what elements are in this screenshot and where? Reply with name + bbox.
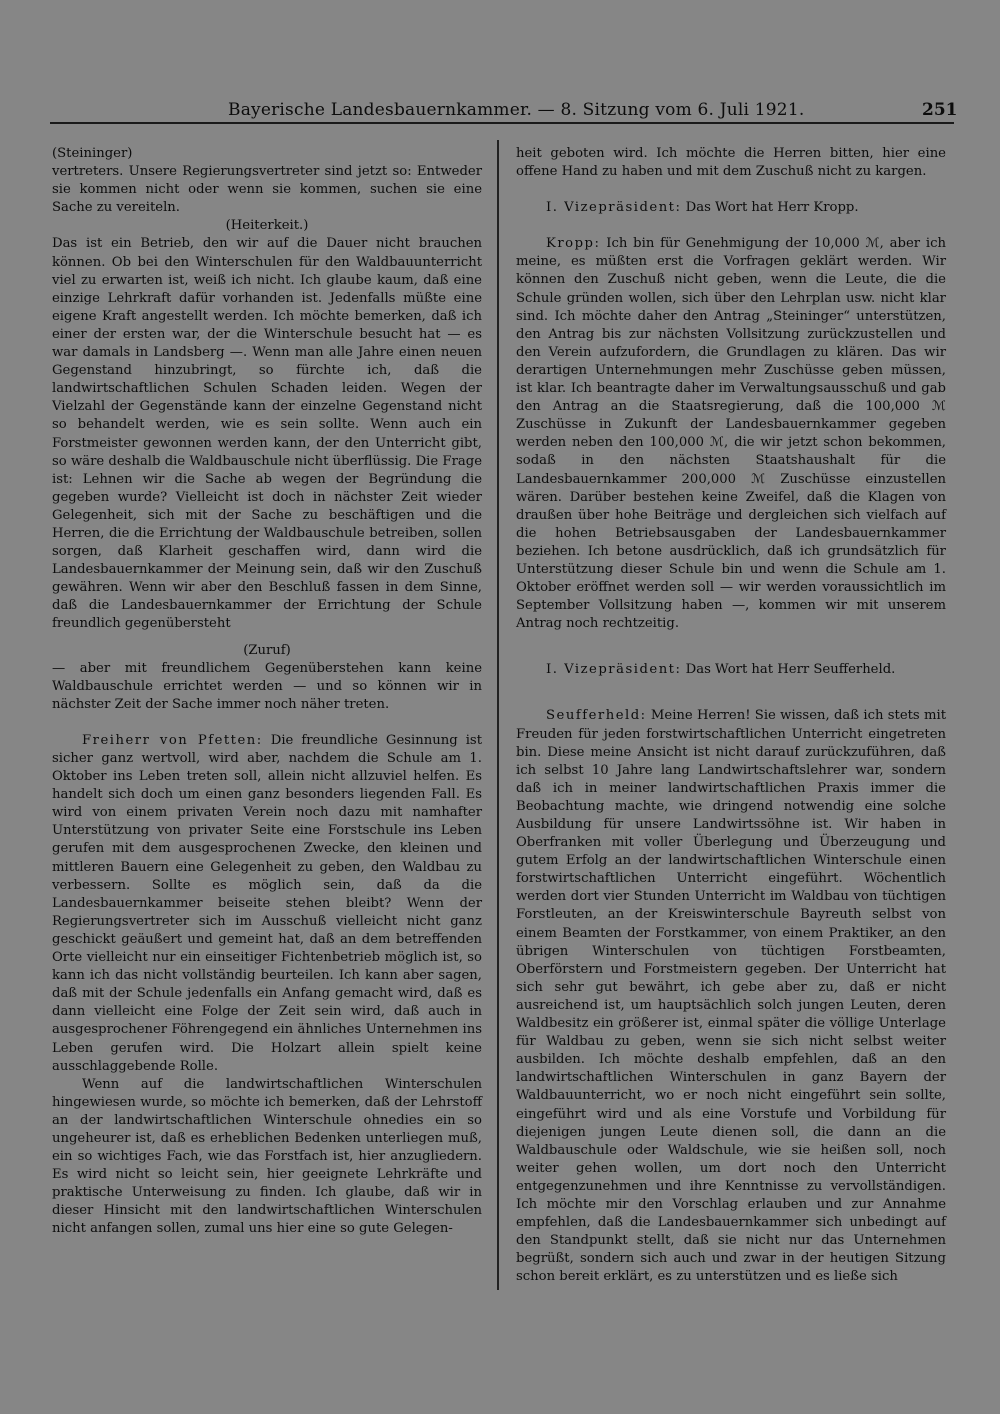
paragraph: Wenn auf die landwirtschaftlichen Winterschulen hingewiesen wurde, so möchte ich bemerken, daß der Lehrstoff an der landwirtschaftlichen Winterschule ohnedies ein so ungeheurer ist, daß es erheblichen Bedenken unterliegen muß, ein so wichtiges Fach, wie das Forstfach ist, hier anzugliedern. Es wird nicht so leicht sein, hier geeignete Lehrkräfte und praktische Unterweisung zu finden. Ich glaube, daß wir in dieser Hinsicht mit den landwirtschaftlichen Winterschulen nicht anfangen sollen, zumal uns hier eine so gute Gelegen- — [52, 1076, 482, 1237]
spacer — [52, 714, 482, 732]
paragraph: heit geboten wird. Ich möchte die Herren bitten, hier eine offene Hand zu haben und mit dem Zuschuß nicht zu kargen. — [516, 146, 946, 180]
paragraph-text: Das Wort hat Herr Seufferheld. — [685, 662, 896, 678]
paragraph-text: Ich bin für Genehmigung der 10,000 ℳ, aber ich meine, es müßten erst die Vorfragen geklärt werden. Wir können den Zuschuß nicht geben, wenn die Leute, die die Schule gründen wollen, sich über den Lehrplan usw. nicht klar sind. Ich möchte daher den Antrag „Steininger“ unterstützen, den Antrag bis zur nächsten Vollsitzung zurückzustellen und den Verein aufzufordern, die Grundlagen zu klären. Das wir derartigen Unternehmungen mehr Zuschüsse geben müssen, ist klar. Ich beantragte daher im Verwaltungsausschuß und gab den Antrag an die Staatsregierung, daß die 100,000 ℳ Zuschüsse in Zukunft der Landesbauernkammer gegeben werden neben den 100,000 ℳ, die wir jetzt schon bekommen, sodaß in den nächsten Staatshaushalt für die Landesbauernkammer 200,000 ℳ Zuschüsse einzustellen wären. Darüber bestehen keine Zweifel, daß die Klagen von draußen über hohe Beiträge und dergleichen sich vielfach auf die hohen Betriebsausgaben der Landesbauernkammer beziehen. Ich betone ausdrücklich, daß ich grundsätzlich für Unterstützung dieser Schule bin und wenn die Schule am 1. Oktober eröffnet werden soll — wir werden voraussichtlich im September Vollsitzung haben —, kommen wir mit unserem Antrag noch rechtzeitig. — [516, 236, 946, 632]
speaker-name: Seufferheld: — [546, 708, 647, 724]
paragraph — [516, 707, 946, 1286]
left-column — [52, 145, 482, 1239]
right-column — [516, 145, 946, 1286]
page-header — [0, 94, 1000, 124]
spacer — [516, 217, 946, 235]
paragraph: vertreters. Unsere Regierungsvertreter sind jetzt so: Entweder sie kommen nicht oder wenn sie kommen, suchen sie eine Sache zu vereiteln. — [52, 164, 482, 216]
column-divider — [497, 140, 499, 1290]
interjection: (Heiterkeit.) — [225, 218, 309, 234]
paragraph — [52, 732, 482, 1076]
paragraph-text: Die freundliche Gesinnung ist sicher ganz wertvoll, wird aber, nachdem die Schule am 1. Oktober ins Leben treten soll, allein nicht allzuviel helfen. Es handelt sich doch um einen ganz besonders liegenden Fall. Es wird von einem privaten Verein noch dazu mit namhafter Unterstützung von privater Seite eine Forstschule ins Leben gerufen mit dem ausgesprochenen Zwecke, den kleinen und mittleren Bauern eine Gelegenheit zu geben, den Waldbau zu verbessern. Sollte es möglich sein, daß da die Landesbauernkammer beiseite stehen bleibt? Wenn der Regierungsvertreter sich im Ausschuß vielleicht nicht ganz geschickt geäußert und gemeint hat, daß an dem betreffenden Orte vielleicht nur ein einseitiger Fichtenbetrieb möglich ist, so kann ich das nicht vollständig beurteilen. Ich kann aber sagen, daß mit der Schule jedenfalls ein Anfang gemacht wird, daß es dann vielleicht eine Folge der Zeit sein wird, daß auch in ausgesprochener Föhrengegend ein ähnliches Unternehmen ins Leben gerufen wird. Die Holzart allein spielt keine ausschlaggebende Rolle. — [52, 732, 482, 1074]
page-number: 251 — [922, 100, 958, 120]
header-rule — [50, 122, 954, 124]
paragraph: Das ist ein Betrieb, den wir auf die Dauer nicht brauchen können. Ob bei den Winterschulen für den Waldbauunterricht viel zu erwarten ist, weiß ich nicht. Ich glaube kaum, daß eine einzige Lehrkraft dafür vorhanden ist. Jedenfalls müßte eine eigene Kraft angestellt werden. Ich möchte bemerken, daß ich einer der ersten war, der die Winterschule besucht hat — es war damals in Landsberg —. Wenn man alle Jahre einen neuen Gegenstand hinzubringt, so fürchte ich, daß die landwirtschaftlichen Schulen Schaden leiden. Wegen der Vielzahl der Gegenstände kann der einzelne Gegenstand nicht so behandelt werden, wie es sein sollte. Wenn auch ein Forstmeister gewonnen werden kann, der den Unterricht gibt, so wäre deshalb die Waldbauschule nicht überflüssig. Die Frage ist: Lehnen wir die Sache ab wegen der Begründung die gegeben wurde? Vielleicht ist doch in nächster Zeit wieder Gelegenheit, sich mit der Sache zu beschäftigen und die Herren, die die Errichtung der Waldbauschule betreiben, sollen sorgen, daß Klarheit geschaffen wird, dann wird die Landesbauernkammer der Meinung sein, daß wir den Zuschuß gewähren. Wenn wir aber den Beschluß fassen in dem Sinne, daß die Landesbauernkammer der Errichtung der Schule freundlich gegenübersteht — [52, 236, 482, 632]
paragraph — [516, 661, 946, 679]
paragraph-text: Meine Herren! Sie wissen, daß ich stets mit Freuden für jeden forstwirtschaftlichen Unterricht eingetreten bin. Diese meine Ansicht ist nicht darauf zurückzuführen, daß ich selbst 10 Jahre lang Landwirtschaftslehrer war, sondern daß ich in meiner landwirtschaftlichen Praxis immer die Beobachtung machte, wie dringend notwendig eine solche Ausbildung für unsere Landwirtssöhne ist. Wir haben in Oberfranken mit voller Überlegung und Überzeugung und gutem Erfolg an der landwirtschaftlichen Winterschule einen forstwirtschaftlichen Unterricht eingeführt. Wöchentlich werden dort vier Stunden Unterricht im Waldbau von tüchtigen Forstleuten, an der Kreiswinterschule Bayreuth selbst von einem Beamten der Forstkammer, von einem Praktiker, an den übrigen Winterschulen von tüchtigen Forstbeamten, Oberförstern und Forstmeistern gegeben. Der Unterricht hat sich sehr gut bewährt, ich gebe aber zu, daß er nicht ausreichend ist, um hauptsächlich solch jungen Leuten, deren Waldbesitz ein größerer ist, einmal später die völlige Unterlage für Waldbau zu geben, wenn sie sich nicht selbst weiter ausbilden. Ich möchte deshalb empfehlen, daß an den landwirtschaftlichen Winterschulen in ganz Bayern der Waldbauunterricht, wo er noch nicht eingeführt sein sollte, eingeführt wird und als eine Vorstufe und Vorbildung für diejenigen jungen Leute dienen soll, die dann an die Waldbauschule oder Waldschule, wie sie heißen soll, noch weiter gehen wollen, um dort noch den Unterricht entgegenzunehmen und ihre Kenntnisse zu vervollständigen. Ich möchte mir den Vorschlag erlauben und zur Annahme empfehlen, daß die Landesbauernkammer sich unbedingt auf den Standpunkt stellt, daß sie nicht nur das Unternehmen begrüßt, sondern sich auch und zwar in der heutigen Sitzung schon bereit erklärt, es zu unterstützen und es ließe sich — [516, 708, 946, 1285]
paragraph — [516, 235, 946, 633]
speaker-name: Freiherr von Pfetten: — [82, 732, 263, 748]
running-title: Bayerische Landesbauernkammer. — 8. Sitzung vom 6. Juli 1921. — [228, 100, 805, 120]
speaker-name: I. Vizepräsident: — [546, 200, 682, 216]
speaker-name: I. Vizepräsident: — [546, 662, 682, 678]
paragraph — [516, 199, 946, 217]
spacer — [516, 181, 946, 199]
paragraph-text: Das Wort hat Herr Kropp. — [685, 200, 859, 216]
speaker-name: Kropp: — [546, 236, 601, 252]
spacer — [516, 679, 946, 707]
speaker-label: (Steininger) — [52, 146, 133, 161]
interjection: (Zuruf) — [243, 642, 291, 658]
spacer — [516, 633, 946, 661]
paragraph: — aber mit freundlichem Gegenüberstehen kann keine Waldbauschule errichtet werden — und so können wir in nächster Zeit der Sache immer noch näher treten. — [52, 660, 482, 712]
spacer — [52, 634, 482, 642]
